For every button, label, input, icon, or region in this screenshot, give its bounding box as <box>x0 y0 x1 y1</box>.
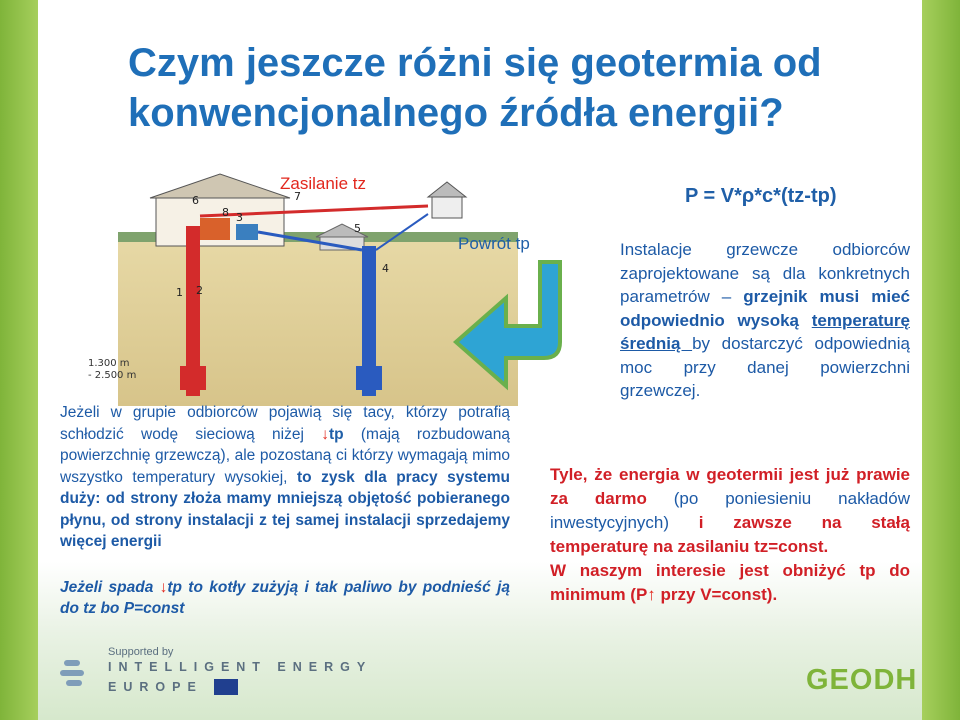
left-p1-bold: to zysk dla pracy systemu duży: od strony złoża mamy mniejszą objętość pobieranego płynu, od strony instalacji z tej samej instalacji sprzedajemy więcej energii <box>60 468 510 550</box>
right-p1-bold: grzejnik musi mieć odpowiednio wysoką <box>620 287 910 330</box>
injection-well-bottom <box>356 366 382 390</box>
right-paragraph-3 <box>550 559 910 607</box>
diagram-number-1: 1 <box>176 286 183 299</box>
production-well-bottom <box>180 366 206 390</box>
diagram-number-6: 6 <box>192 194 199 207</box>
right-p3-line1: W naszym interesie jest obniżyć tp do minimum (P <box>550 561 910 604</box>
right-p2-bold2: i zawsze na stałą temperaturę na zasilaniu tz=const. <box>550 513 910 556</box>
footer-program-logo <box>58 650 102 700</box>
left-p1-part2: (mają rozbudowaną powierzchnię grzewczą), ale pozostaną ci którzy wymagają mimo wszystko temperatury wysokiej, <box>60 425 510 486</box>
depth-label-1: 1.300 m <box>88 358 130 369</box>
supply-label: Zasilanie tz <box>280 174 366 193</box>
diagram-number-7: 7 <box>294 190 301 203</box>
slide-title: Czym jeszcze różni się geotermia od konwencjonalnego źródła energii? <box>128 41 822 135</box>
right-p1-underline: temperaturę średnią <box>620 310 910 353</box>
left-p1-tp: tp <box>328 425 344 443</box>
left-paragraph-2 <box>60 577 510 620</box>
left-text-block <box>60 402 510 620</box>
pump-unit <box>236 224 258 240</box>
right-paragraph-2 <box>550 463 910 559</box>
house-roof <box>428 182 466 197</box>
return-arrow <box>448 258 568 408</box>
return-label: Powrót tp <box>458 234 530 253</box>
left-p2-part2: to kotły zużyją i tak paliwo by podnieść ją do tz bo P=const <box>60 578 510 617</box>
left-p1-part1: Jeżeli w grupie odbiorców pojawią się tacy, którzy potrafią schłodzić wodę sieciową niżej <box>60 404 510 443</box>
heat-exchanger <box>200 218 230 240</box>
arrow-down-icon: ↓ <box>321 425 329 443</box>
left-p2-part1: Jeżeli spada <box>60 578 160 596</box>
left-paragraph-1 <box>60 402 510 553</box>
right-p1-part2: by dostarczyć odpowiednią moc przy danej powierzchni grzewczej. <box>620 334 910 400</box>
right-p3-line2: przy V=const). <box>655 585 778 604</box>
program-name-line2: EUROPE <box>108 680 203 694</box>
arrow-down-icon-2: ↓ <box>159 578 168 596</box>
return-arrow-shape <box>456 262 560 386</box>
supported-by: Supported by <box>108 646 174 658</box>
right-decor-band <box>922 0 960 720</box>
eu-flag-icon <box>214 679 238 695</box>
right-text-block-2 <box>550 463 910 607</box>
right-p2-part1: (po poniesieniu nakładów inwestycyjnych) <box>550 489 910 532</box>
arrow-up-icon: ↑ <box>647 585 656 604</box>
formula: P = V*ρ*c*(tz-tp) <box>685 185 837 207</box>
plant-roof <box>150 174 290 198</box>
right-p2-bold1: Tyle, że energia w geotermii jest już prawie za darmo <box>550 465 910 508</box>
geodh-logo: GEODH <box>806 664 918 696</box>
consumer-house <box>432 196 462 218</box>
diagram-number-4: 4 <box>382 262 389 275</box>
diagram-number-3: 3 <box>236 211 243 224</box>
right-p1-part1: Instalacje grzewcze odbiorców zaprojektowane są dla konkretnych parametrów – <box>620 240 910 306</box>
logo-bar-2 <box>60 670 84 676</box>
diagram-number-5: 5 <box>354 222 361 235</box>
left-decor-band <box>0 0 38 720</box>
diagram-number-2: 2 <box>196 284 203 297</box>
program-name-line1: INTELLIGENT ENERGY <box>108 660 373 674</box>
logo-bar-1 <box>64 660 80 666</box>
left-p2-tp: tp <box>167 578 183 596</box>
depth-label-2: - 2.500 m <box>88 370 137 381</box>
diagram-number-8: 8 <box>222 206 229 219</box>
right-text-block <box>620 238 910 403</box>
logo-bar-3 <box>66 680 82 686</box>
